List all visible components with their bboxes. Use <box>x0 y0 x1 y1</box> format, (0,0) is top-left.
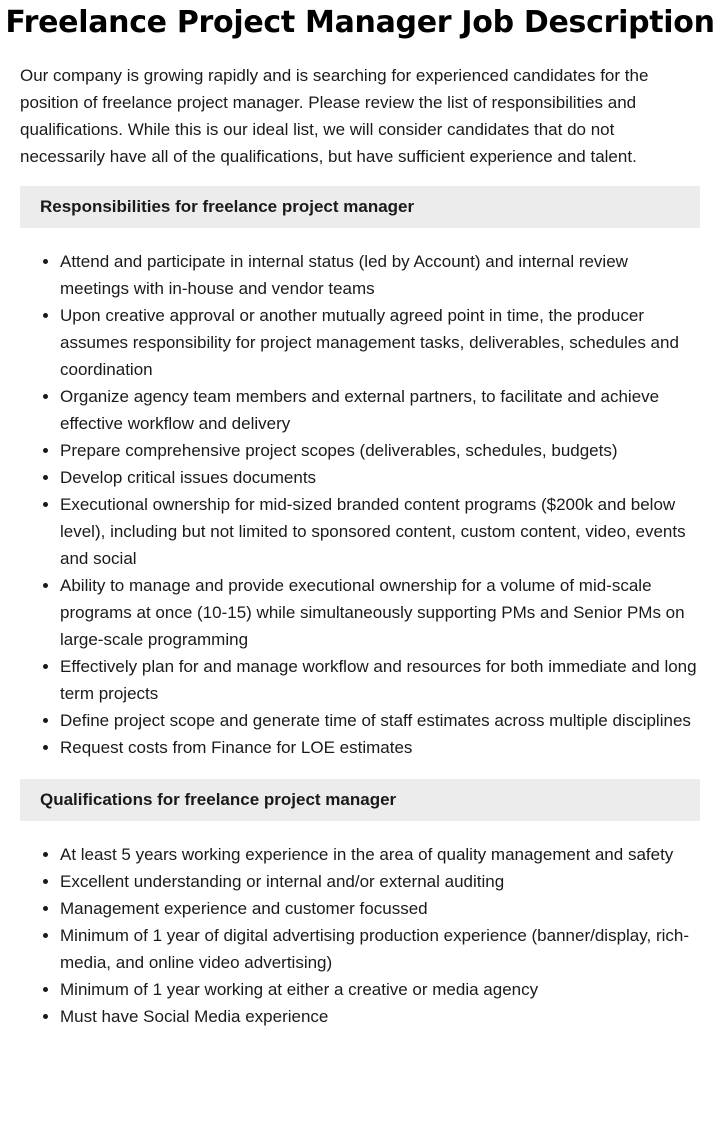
list-item: • Must have Social Media experience <box>60 1003 700 1030</box>
list-item: • Effectively plan for and manage workflow and resources for both immediate and long term projects <box>60 653 700 707</box>
list-item: • Define project scope and generate time of staff estimates across multiple disciplines <box>60 707 700 734</box>
list-item: • Request costs from Finance for LOE estimates <box>60 734 700 761</box>
list-item: • Organize agency team members and external partners, to facilitate and achieve effective workflow and delivery <box>60 383 700 437</box>
list-item: • Prepare comprehensive project scopes (deliverables, schedules, budgets) <box>60 437 700 464</box>
list-item: • Develop critical issues documents <box>60 464 700 491</box>
page-title: Freelance Project Manager Job Description <box>5 5 715 40</box>
list-item: • Attend and participate in internal status (led by Account) and internal review meetings with in-house and vendor teams <box>60 248 700 302</box>
list-item: • Minimum of 1 year working at either a creative or media agency <box>60 976 700 1003</box>
list-item: • Upon creative approval or another mutually agreed point in time, the producer assumes responsibility for project management tasks, deliverables, schedules and coordination <box>60 302 700 383</box>
intro-paragraph: Our company is growing rapidly and is searching for experienced candidates for the position of freelance project manager. Please review the list of responsibilities and qualifications. While this is our ideal list, we will consider candidates that do not necessarily have all of the qualifications, but have sufficient experience and talent. <box>20 66 649 166</box>
list-item: • Executional ownership for mid-sized branded content programs ($200k and below level), including but not limited to sponsored content, custom content, video, events and social <box>60 491 700 572</box>
list-item: • Excellent understanding or internal and/or external auditing <box>60 868 700 895</box>
qualifications-heading: Qualifications for freelance project manager <box>20 779 700 821</box>
responsibilities-list <box>20 248 700 761</box>
list-item: • At least 5 years working experience in the area of quality management and safety <box>60 841 700 868</box>
qualifications-list <box>20 841 700 1030</box>
responsibilities-heading: Responsibilities for freelance project manager <box>20 186 700 228</box>
list-item: • Management experience and customer focussed <box>60 895 700 922</box>
list-item: • Minimum of 1 year of digital advertising production experience (banner/display, rich-media, and online video advertising) <box>60 922 700 976</box>
list-item: • Ability to manage and provide executional ownership for a volume of mid-scale programs at once (10-15) while simultaneously supporting PMs and Senior PMs on large-scale programming <box>60 572 700 653</box>
